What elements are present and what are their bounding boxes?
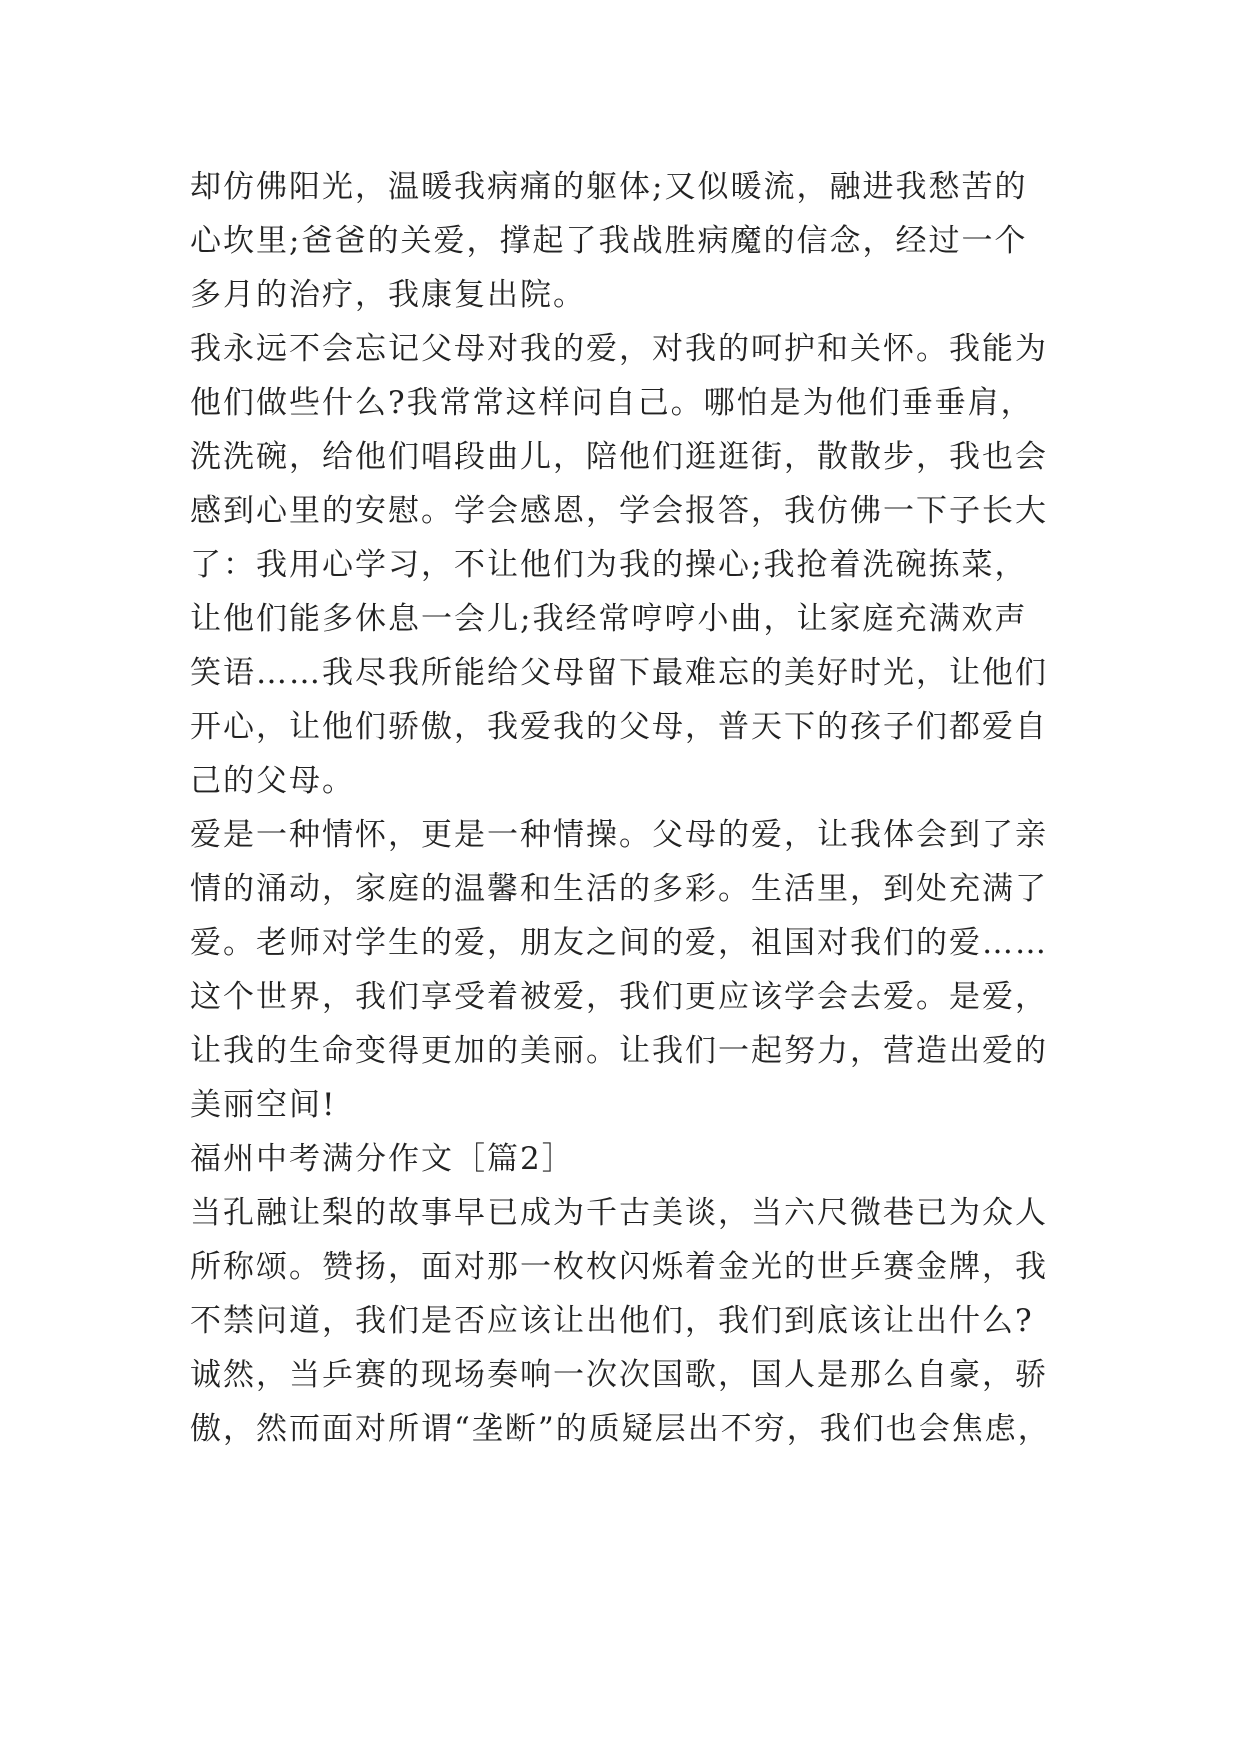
essay-body — [190, 160, 1090, 1456]
text-line: 不禁问道，我们是否应该让出他们，我们到底该让出什么? — [190, 1303, 1034, 1339]
text-line: 笑语……我尽我所能给父母留下最难忘的美好时光，让他们 — [190, 655, 1048, 691]
section-heading: 福州中考满分作文［篇2］ — [190, 1141, 575, 1177]
text-line: 诚然，当乒赛的现场奏响一次次国歌，国人是那么自豪，骄 — [190, 1357, 1048, 1393]
text-line: 多月的治疗，我康复出院。 — [190, 277, 586, 313]
text-line: 当孔融让梨的故事早已成为千古美谈，当六尺微巷已为众人 — [190, 1195, 1048, 1231]
text-line: 却仿佛阳光，温暖我病痛的躯体;又似暖流，融进我愁苦的 — [190, 169, 1028, 205]
text-line: 感到心里的安慰。学会感恩，学会报答，我仿佛一下子长大 — [190, 493, 1048, 529]
text-line: 我永远不会忘记父母对我的爱，对我的呵护和关怀。我能为 — [190, 331, 1048, 367]
text-line: 让我的生命变得更加的美丽。让我们一起努力，营造出爱的 — [190, 1033, 1048, 1069]
text-line: 他们做些什么?我常常这样问自己。哪怕是为他们垂垂肩， — [190, 385, 1034, 421]
text-line: 让他们能多休息一会儿;我经常哼哼小曲，让家庭充满欢声 — [190, 601, 1028, 637]
text-line: 爱是一种情怀，更是一种情操。父母的爱，让我体会到了亲 — [190, 817, 1048, 853]
text-line: 己的父母。 — [190, 763, 355, 799]
text-line: 美丽空间! — [190, 1087, 337, 1123]
text-line: 爱。老师对学生的爱，朋友之间的爱，祖国对我们的爱…… — [190, 925, 1048, 961]
text-line: 洗洗碗，给他们唱段曲儿，陪他们逛逛街，散散步，我也会 — [190, 439, 1048, 475]
text-line: 了：我用心学习，不让他们为我的操心;我抢着洗碗拣菜， — [190, 547, 1028, 583]
text-line: 开心，让他们骄傲，我爱我的父母，普天下的孩子们都爱自 — [190, 709, 1048, 745]
text-line: 傲，然而面对所谓“垄断”的质疑层出不穷，我们也会焦虑， — [190, 1411, 1051, 1447]
text-line: 情的涌动，家庭的温馨和生活的多彩。生活里，到处充满了 — [190, 871, 1048, 907]
text-line: 这个世界，我们享受着被爱，我们更应该学会去爱。是爱， — [190, 979, 1048, 1015]
text-line: 所称颂。赞扬，面对那一枚枚闪烁着金光的世乒赛金牌，我 — [190, 1249, 1048, 1285]
text-line: 心坎里;爸爸的关爱，撑起了我战胜病魔的信念，经过一个 — [190, 223, 1028, 259]
